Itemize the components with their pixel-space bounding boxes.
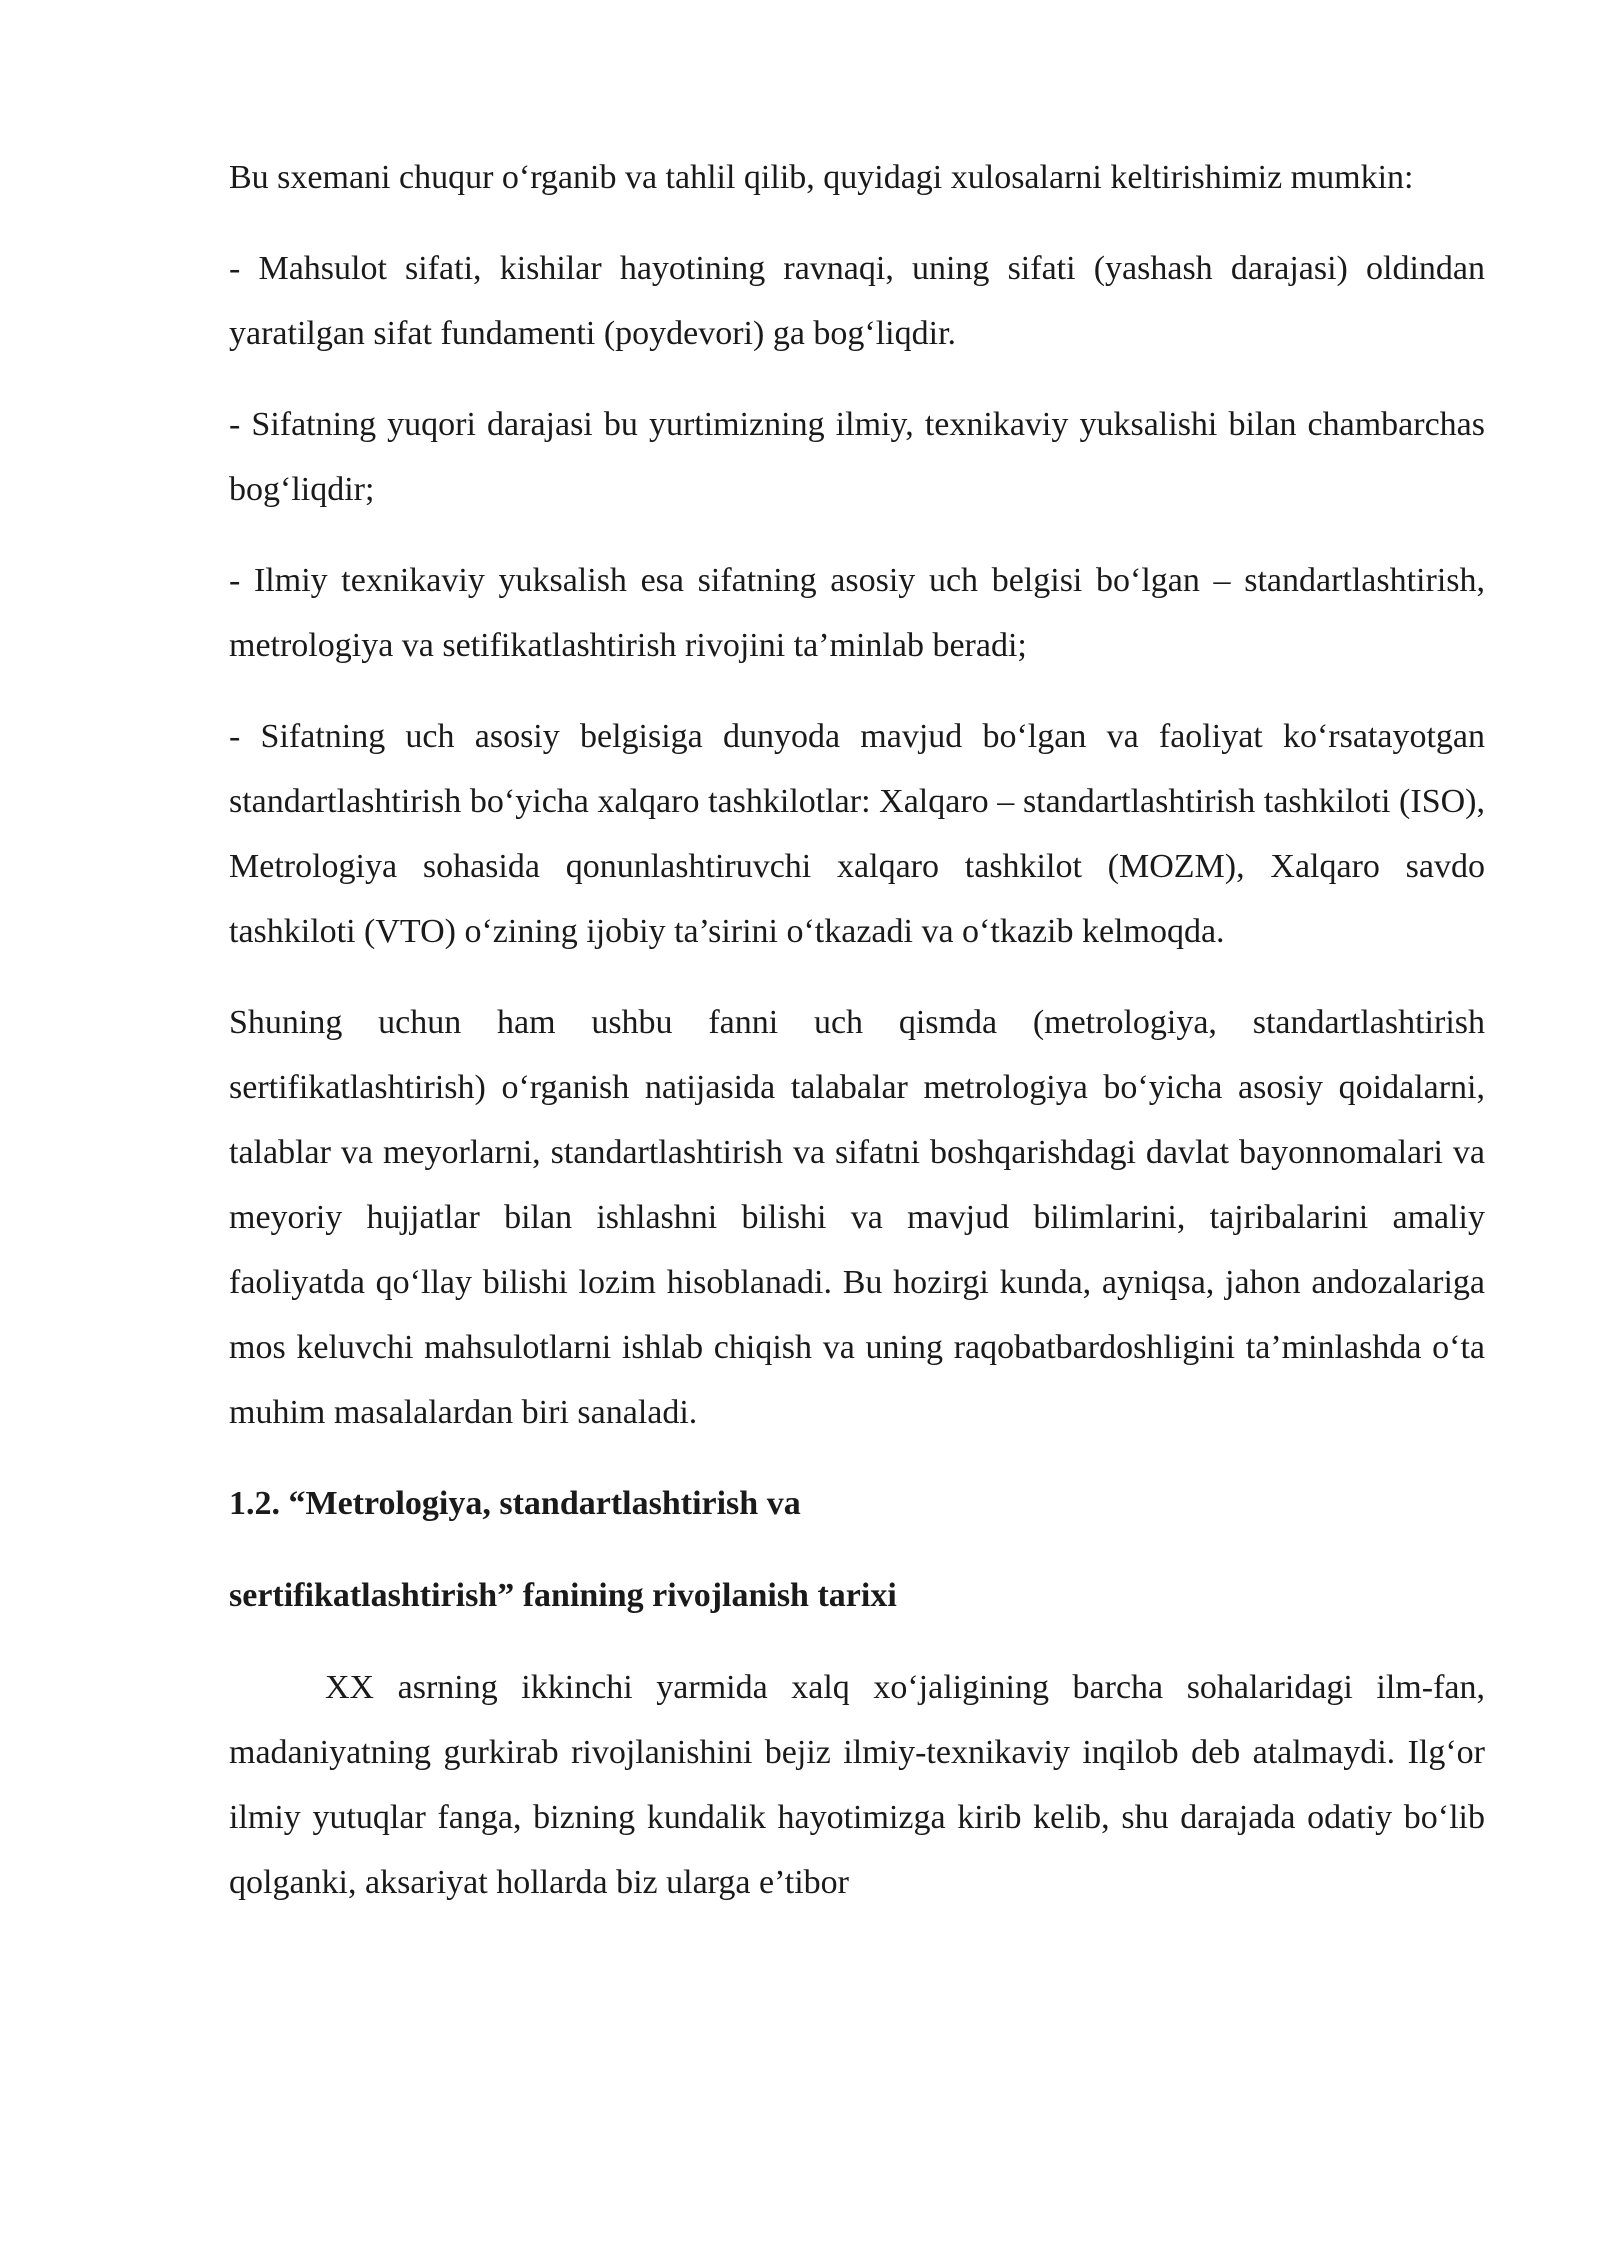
list-item-quality-level: - Sifatning yuqori darajasi bu yurtimizning ilmiy, texnikaviy yuksalishi bilan chambarchas bog‘liqdir; <box>229 406 1485 508</box>
paragraph-history: XX asrning ikkinchi yarmida xalq xo‘jaligining barcha sohalaridagi ilm-fan, madaniyatning gurkirab rivojlanishini bejiz ilmiy-texnikaviy inqilob deb atalmaydi. Ilg‘or ilmiy yutuqlar fanga, bizning kundalik hayotimizga kirib kelib, shu darajada odatiy bo‘lib qolganki, aksariyat hollarda biz ularga e’tibor <box>229 1669 1485 1901</box>
paragraph-intro: Bu sxemani chuqur o‘rganib va tahlil qilib, quyidagi xulosalarni keltirishimiz mumkin: <box>229 159 1414 196</box>
list-item-scientific-progress: - Ilmiy texnikaviy yuksalish esa sifatning asosiy uch belgisi bo‘lgan – standartlashtirish, metrologiya va setifikatlashtirish rivojini ta’minlab beradi; <box>229 562 1485 664</box>
list-item-product-quality: - Mahsulot sifati, kishilar hayotining ravnaqi, uning sifati (yashash darajasi) oldindan yaratilgan sifat fundamenti (poydevori) ga bog‘liqdir. <box>229 250 1485 352</box>
section-heading-line-2: sertifikatlashtirish” fanining rivojlanish tarixi <box>229 1577 897 1614</box>
paragraph-course-summary: Shuning uchun ham ushbu fanni uch qismda (metrologiya, standartlashtirish sertifikatlashtirish) o‘rganish natijasida talabalar metrologiya bo‘yicha asosiy qoidalarni, talablar va meyorlarni, standartlashtirish va sifatni boshqarishdagi davlat bayonnomalari va meyoriy hujjatlar bilan ishlashni bilishi va mavjud bilimlarini, tajribalarini amaliy faoliyatda qo‘llay bilishi lozim hisoblanadi. Bu hozirgi kunda, ayniqsa, jahon andozalariga mos keluvchi mahsulotlarni ishlab chiqish va uning raqobatbardoshligini ta’minlashda o‘ta muhim masalalardan biri sanaladi. <box>229 1004 1485 1431</box>
section-heading-line-1: 1.2. “Metrologiya, standartlashtirish va <box>229 1485 801 1522</box>
document-page <box>229 145 1485 1915</box>
list-item-international-organizations: - Sifatning uch asosiy belgisiga dunyoda mavjud bo‘lgan va faoliyat ko‘rsatayotgan standartlashtirish bo‘yicha xalqaro tashkilotlar: Xalqaro – standartlashtirish tashkiloti (ISO), Metrologiya sohasida qonunlashtiruvchi xalqaro tashkilot (MOZM), Xalqaro savdo tashkiloti (VTO) o‘zining ijobiy ta’sirini o‘tkazadi va o‘tkazib kelmoqda. <box>229 718 1485 950</box>
